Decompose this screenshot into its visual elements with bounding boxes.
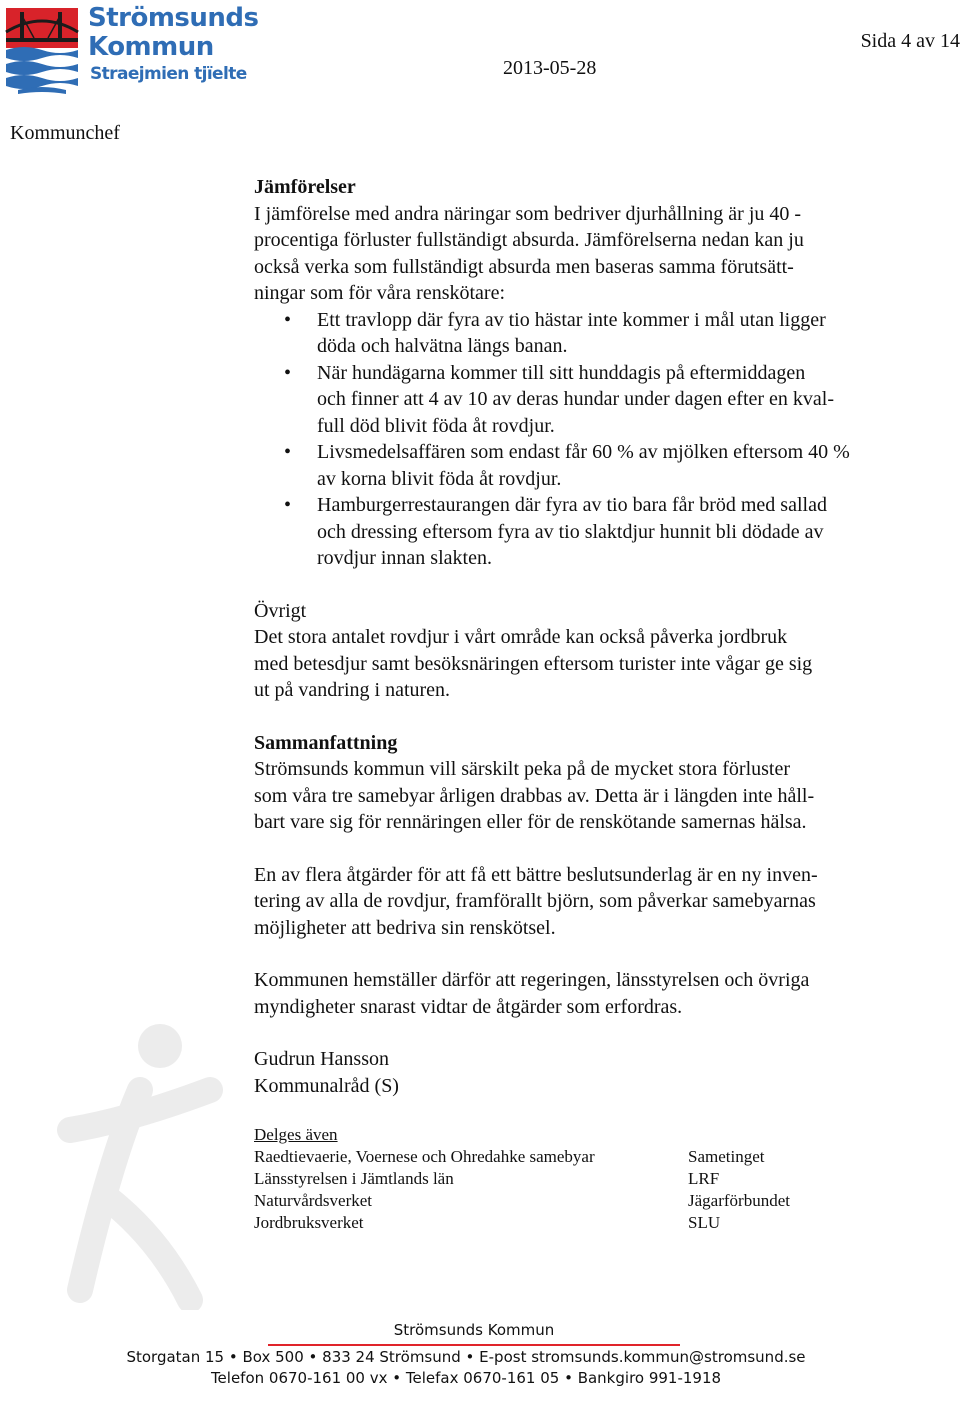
paragraph-line: tering av alla de rovdjur, framförallt björn, som påverkar samebyarnas: [254, 890, 816, 912]
distribution-title: Delges även: [254, 1125, 338, 1144]
recipient: SLU: [688, 1213, 721, 1232]
footer-divider: [268, 1344, 680, 1346]
paragraph-line: procentiga förluster fullständigt absurda. Jämförelserna nedan kan ju: [254, 229, 804, 251]
bridge-emblem-icon: [4, 2, 84, 98]
section-heading-summary: Sammanfattning: [254, 731, 398, 754]
list-item: [317, 307, 934, 360]
spacer: [254, 1020, 934, 1046]
paragraph-line: myndigheter snarast vidtar de åtgärder som erfordras.: [254, 995, 683, 1018]
watermark-figure-icon: [40, 1010, 240, 1310]
recipient: Länsstyrelsen i Jämtlands län: [254, 1169, 454, 1188]
distribution-column-left: [254, 1146, 674, 1234]
logo-text-line2: Kommun: [88, 32, 214, 62]
list-item-line: • Hamburgerrestaurangen där fyra av tio bara får bröd med sallad: [317, 494, 827, 516]
author-role: Kommunchef: [10, 122, 120, 144]
list-item: [317, 439, 934, 492]
recipient: Raedtievaerie, Voernese och Ohredahke samebyar: [254, 1147, 595, 1166]
list-item-line: av korna blivit föda åt rovdjur.: [317, 467, 562, 490]
signature-title: Kommunalråd (S): [254, 1074, 399, 1097]
recipient: Jordbruksverket: [254, 1213, 364, 1232]
recipient: Sametinget: [688, 1147, 765, 1166]
spacer: [254, 704, 934, 730]
list-item-line: full död blivit föda åt rovdjur.: [317, 414, 555, 437]
distribution-list: [254, 1124, 894, 1232]
list-item-line: • Livsmedelsaffären som endast får 60 % av mjölken eftersom 40 %: [317, 441, 850, 463]
paragraph-line: ningar som för våra renskötare:: [254, 282, 506, 304]
recipient: Naturvårdsverket: [254, 1191, 373, 1210]
paragraph-line: Kommunen hemställer därför att regeringen, länsstyrelsen och övriga: [254, 969, 810, 991]
spacer: [254, 941, 934, 967]
list-item-line: döda och halvätna längs banan.: [317, 335, 568, 357]
paragraph-line: med betesdjur samt besöksnäringen eftersom turister inte vågar ge sig: [254, 652, 813, 675]
paragraph-line: möjligheter att bedriva sin renskötsel.: [254, 916, 556, 939]
paragraph-line: I jämförelse med andra näringar som bedriver djurhållning är ju 40 -: [254, 202, 802, 225]
paragraph-line: En av flera åtgärder för att få ett bättre beslutsunderlag är en ny inven-: [254, 863, 818, 886]
list-item-line: och dressing eftersom fyra av tio slaktdjur hunnit bli dödade av: [317, 520, 824, 543]
signature-name: Gudrun Hansson: [254, 1048, 389, 1070]
logo-text-line1: Strömsunds: [88, 3, 259, 33]
list-item-line: • När hundägarna kommer till sitt hunddagis på eftermiddagen: [317, 361, 806, 384]
letter-body: [254, 174, 934, 1099]
section-heading-other: Övrigt: [254, 599, 307, 622]
paragraph-line: som våra tre samebyar årligen drabbas av. Detta är i längden inte håll-: [254, 784, 815, 807]
list-item-line: • Ett travlopp där fyra av tio hästar inte kommer i mål utan ligger: [317, 308, 826, 331]
comparison-list: [254, 307, 934, 572]
footer-organization: Strömsunds Kommun: [393, 1321, 555, 1339]
paragraph-line: också verka som fullständigt absurda men baseras samma förutsätt-: [254, 255, 794, 278]
spacer: [254, 836, 934, 862]
paragraph-line: Det stora antalet rovdjur i vårt område kan också påverka jordbruk: [254, 626, 788, 648]
distribution-column-right: [688, 1146, 888, 1234]
paragraph-line: bart vare sig för rennäringen eller för de renskötande samernas hälsa.: [254, 811, 807, 833]
list-item: [317, 360, 934, 440]
page-number: Sida 4 av 14: [860, 30, 960, 52]
list-item-line: och finner att 4 av 10 av deras hundar under dagen efter en kval-: [317, 388, 835, 410]
logo-text-line3: Straejmien tjïelte: [90, 64, 247, 84]
spacer: [254, 572, 934, 598]
document-date: 2013-05-28: [503, 57, 597, 79]
list-item-line: rovdjur innan slakten.: [317, 547, 492, 569]
paragraph-line: Strömsunds kommun vill särskilt peka på de mycket stora förluster: [254, 758, 791, 780]
footer-contact: Telefon 0670-161 00 vx • Telefax 0670-161 05 • Bankgiro 991-1918: [210, 1369, 722, 1387]
recipient: Jägarförbundet: [688, 1191, 790, 1210]
list-item: [317, 492, 934, 572]
municipality-logo: [4, 2, 259, 98]
recipient: LRF: [688, 1169, 720, 1188]
paragraph-line: ut på vandring i naturen.: [254, 679, 451, 701]
footer-address: Storgatan 15 • Box 500 • 833 24 Strömsund • E-post stromsunds.kommun@stromsund.se: [126, 1348, 806, 1366]
section-heading-comparisons: Jämförelser: [254, 176, 356, 198]
